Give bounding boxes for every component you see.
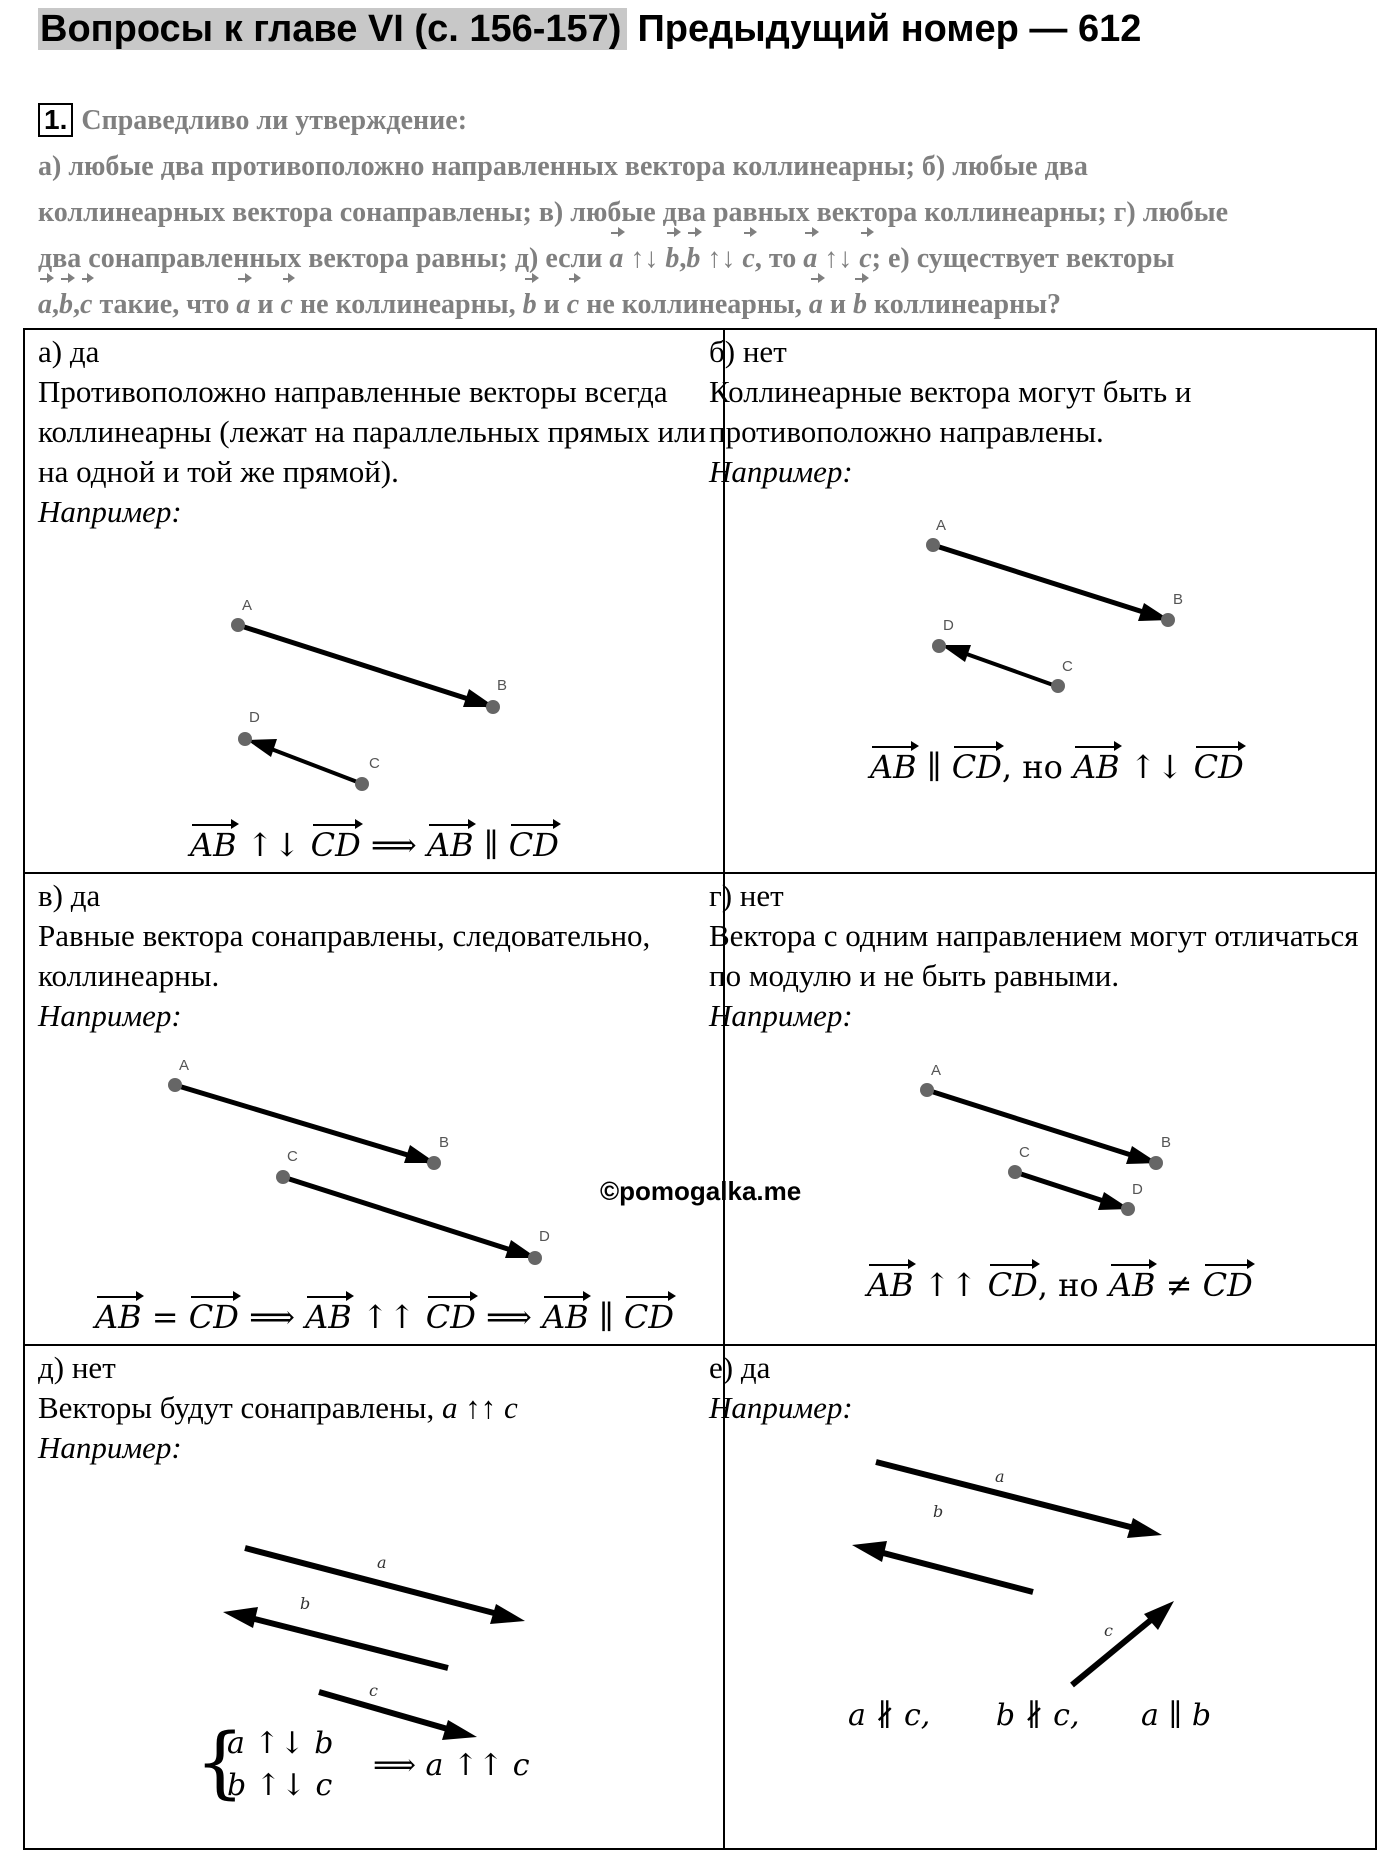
figure-a (205, 590, 565, 772)
rel: ↑↓ (707, 243, 736, 274)
operator-token: ∥ (473, 826, 509, 864)
question-line-4: a,b,c такие, что a и c не коллинеарны, b и c не коллинеарны, a и b коллинеарны? (38, 282, 1378, 328)
question-line-3: два сонаправленных вектора равны; д) если a ↑↓ b,b ↑↓ c, то a ↑↓ c; е) существует векторы (38, 236, 1378, 282)
relation-1: a ∦ c, (848, 1698, 931, 1733)
answer-label: а) да (38, 334, 100, 369)
operator-token: ⟹ (238, 1298, 306, 1336)
vector-token: AB (542, 1298, 589, 1336)
vec-label-b: b (933, 1502, 944, 1521)
rel: ↑↓ (824, 243, 853, 274)
vector-token: AB (190, 826, 237, 864)
figure-g (885, 1050, 1245, 1300)
rel: ↑↓ (630, 243, 659, 274)
vector-token: CD (951, 748, 1002, 786)
operator-token: ⟹ (360, 826, 427, 864)
vector-token: AB (1073, 748, 1120, 786)
point-label-b: B (1173, 591, 1184, 608)
operator-token: ∥ (588, 1298, 624, 1336)
vec-b: b (853, 282, 867, 328)
answer-text: Противоположно направленные векторы всегда коллинеарны (лежат на параллельных прямых или на одной и той же прямой). (38, 374, 707, 489)
vec-b: b (665, 236, 679, 282)
example-label: Например: (709, 998, 853, 1033)
table-divider (25, 1344, 1375, 1346)
figure-e (840, 1440, 1260, 1720)
chapter-title: Вопросы к главе VI (с. 156-157) (38, 8, 627, 50)
watermark: ©pomogalka.me (600, 1176, 802, 1206)
question-line-3-end: ; е) существует векторы (871, 243, 1175, 274)
operator-token: , но (1037, 1266, 1109, 1304)
vec-label-b: b (300, 1594, 311, 1613)
formula-g (867, 1266, 1253, 1304)
vec-a: a (236, 282, 250, 328)
cell-g (709, 876, 1369, 1036)
vec-label-c: c (369, 1681, 378, 1700)
formula-a (190, 826, 559, 864)
vector-token: CD (1202, 1266, 1253, 1304)
vec-c: c (281, 282, 293, 328)
vector-token: AB (867, 1266, 914, 1304)
point-label-c: C (287, 1148, 298, 1165)
question-intro: Справедливо ли утверждение: (81, 105, 468, 136)
question-line-1: а) любые два противоположно направленных вектора коллинеарны; б) любые два (38, 151, 1088, 182)
such-that: такие, что (99, 289, 230, 320)
system-result: ⟹ a ↑↑ c (373, 1748, 530, 1783)
point-label-b: B (497, 677, 508, 694)
answers-table (23, 328, 1377, 1850)
example-label: Например: (38, 494, 182, 529)
cell-v (38, 876, 708, 1036)
answer-label: д) нет (38, 1350, 116, 1385)
example-label: Например: (38, 998, 182, 1033)
question-block (38, 98, 1378, 328)
not-collinear: не коллинеарны, (586, 289, 802, 320)
vec-c: c (567, 282, 579, 328)
operator-token: ⟹ (475, 1298, 543, 1336)
relations-e (848, 1698, 1211, 1733)
vector-token: CD (987, 1266, 1038, 1304)
vec-c: c (859, 236, 871, 282)
answer-label: г) нет (709, 878, 784, 913)
vector-token: CD (188, 1298, 239, 1336)
formula-b (870, 748, 1244, 786)
answer-text: Вектора с одним направлением могут отличаться по модулю и не быть равными. (709, 918, 1359, 993)
operator-token: ∥ (916, 748, 952, 786)
vec-a: a (609, 236, 623, 282)
figure-b (895, 510, 1255, 710)
question-number: 1. (38, 103, 73, 137)
answer-text: Равные вектора сонаправлены, следовательно, коллинеарны. (38, 918, 651, 993)
operator-token: , но (1001, 748, 1073, 786)
example-label: Например: (709, 1390, 853, 1425)
vec-b: b (523, 282, 537, 328)
point-label-b: B (439, 1134, 450, 1151)
vec-a: a (803, 236, 817, 282)
to: , то (754, 243, 797, 274)
operator-token: ↑↑ (913, 1266, 988, 1304)
vec-b: b (59, 282, 73, 328)
operator-token: ↑↓ (236, 826, 311, 864)
vector-token: AB (426, 826, 474, 864)
vector-token: AB (95, 1298, 142, 1336)
answer-label: б) нет (709, 334, 787, 369)
table-divider (25, 872, 1375, 874)
cell-e (709, 1348, 1369, 1428)
vec-a: a (809, 282, 823, 328)
point-label-a: A (931, 1062, 942, 1079)
operator-token: = (141, 1298, 189, 1336)
cell-b (709, 332, 1369, 492)
vec-a: a (38, 282, 52, 328)
point-label-c: C (1062, 658, 1073, 675)
figure-d (205, 1500, 565, 1760)
vector-token: AB (870, 748, 917, 786)
relation-3: a ∥ b (1141, 1698, 1212, 1733)
cell-d (38, 1348, 708, 1468)
point-label-b: B (1161, 1134, 1172, 1151)
vec-label-a: a (377, 1553, 387, 1572)
collinear: коллинеарны? (873, 289, 1062, 320)
point-label-a: A (179, 1057, 190, 1074)
and: и (829, 289, 846, 320)
vec-label-a: a (995, 1467, 1005, 1486)
page-header (38, 8, 1141, 51)
point-label-a: A (242, 597, 253, 614)
vec-label-c: c (1104, 1621, 1113, 1640)
example-label: Например: (38, 1430, 182, 1465)
point-label-a: A (936, 517, 947, 534)
cell-a (38, 332, 708, 532)
system-d (195, 1718, 530, 1808)
relation-2: b ∦ c, (995, 1698, 1080, 1733)
point-label-d: D (249, 709, 260, 726)
relation: a ↑↑ c (441, 1390, 518, 1425)
point-label-d: D (943, 617, 954, 634)
operator-token: ↑↑ (351, 1298, 426, 1336)
not-collinear: не коллинеарны, (299, 289, 516, 320)
vec-b: b (686, 236, 700, 282)
system-brace: { (195, 1718, 245, 1808)
answer-label: е) да (709, 1350, 771, 1385)
vector-token: CD (623, 1298, 674, 1336)
previous-number-label: Предыдущий номер — 612 (637, 8, 1142, 50)
point-label-c: C (1019, 1144, 1030, 1161)
figure-v (135, 1050, 615, 1300)
vector-token: AB (305, 1298, 352, 1336)
answer-text: Коллинеарные вектора могут быть и противоположно направлены. (709, 374, 1192, 449)
and: и (543, 289, 560, 320)
table-divider (723, 330, 725, 1848)
vec-c: c (742, 236, 754, 282)
vector-token: CD (508, 826, 559, 864)
and: и (257, 289, 274, 320)
point-label-d: D (539, 1228, 550, 1245)
question-line-2: коллинеарных вектора сонаправлены; в) любые два равных вектора коллинеарны; г) любые (38, 197, 1229, 228)
vector-token: CD (1193, 748, 1244, 786)
answer-label: в) да (38, 878, 101, 913)
vector-token: CD (425, 1298, 476, 1336)
system-line-2: b ↑↓ c (227, 1768, 333, 1803)
system-line-1: a ↑↓ b (227, 1726, 334, 1761)
example-label: Например: (709, 454, 853, 489)
formula-v (95, 1298, 674, 1336)
point-label-c: C (369, 755, 380, 772)
point-label-d: D (1132, 1181, 1143, 1198)
question-line-3-text: два сонаправленных вектора равны; д) если (38, 243, 603, 274)
operator-token: ≠ (1155, 1266, 1203, 1304)
answer-text: Векторы будут сонаправлены, (38, 1390, 435, 1425)
vector-token: AB (1108, 1266, 1156, 1304)
vec-c: c (80, 282, 92, 328)
operator-token: ↑↓ (1119, 748, 1194, 786)
vector-token: CD (310, 826, 361, 864)
